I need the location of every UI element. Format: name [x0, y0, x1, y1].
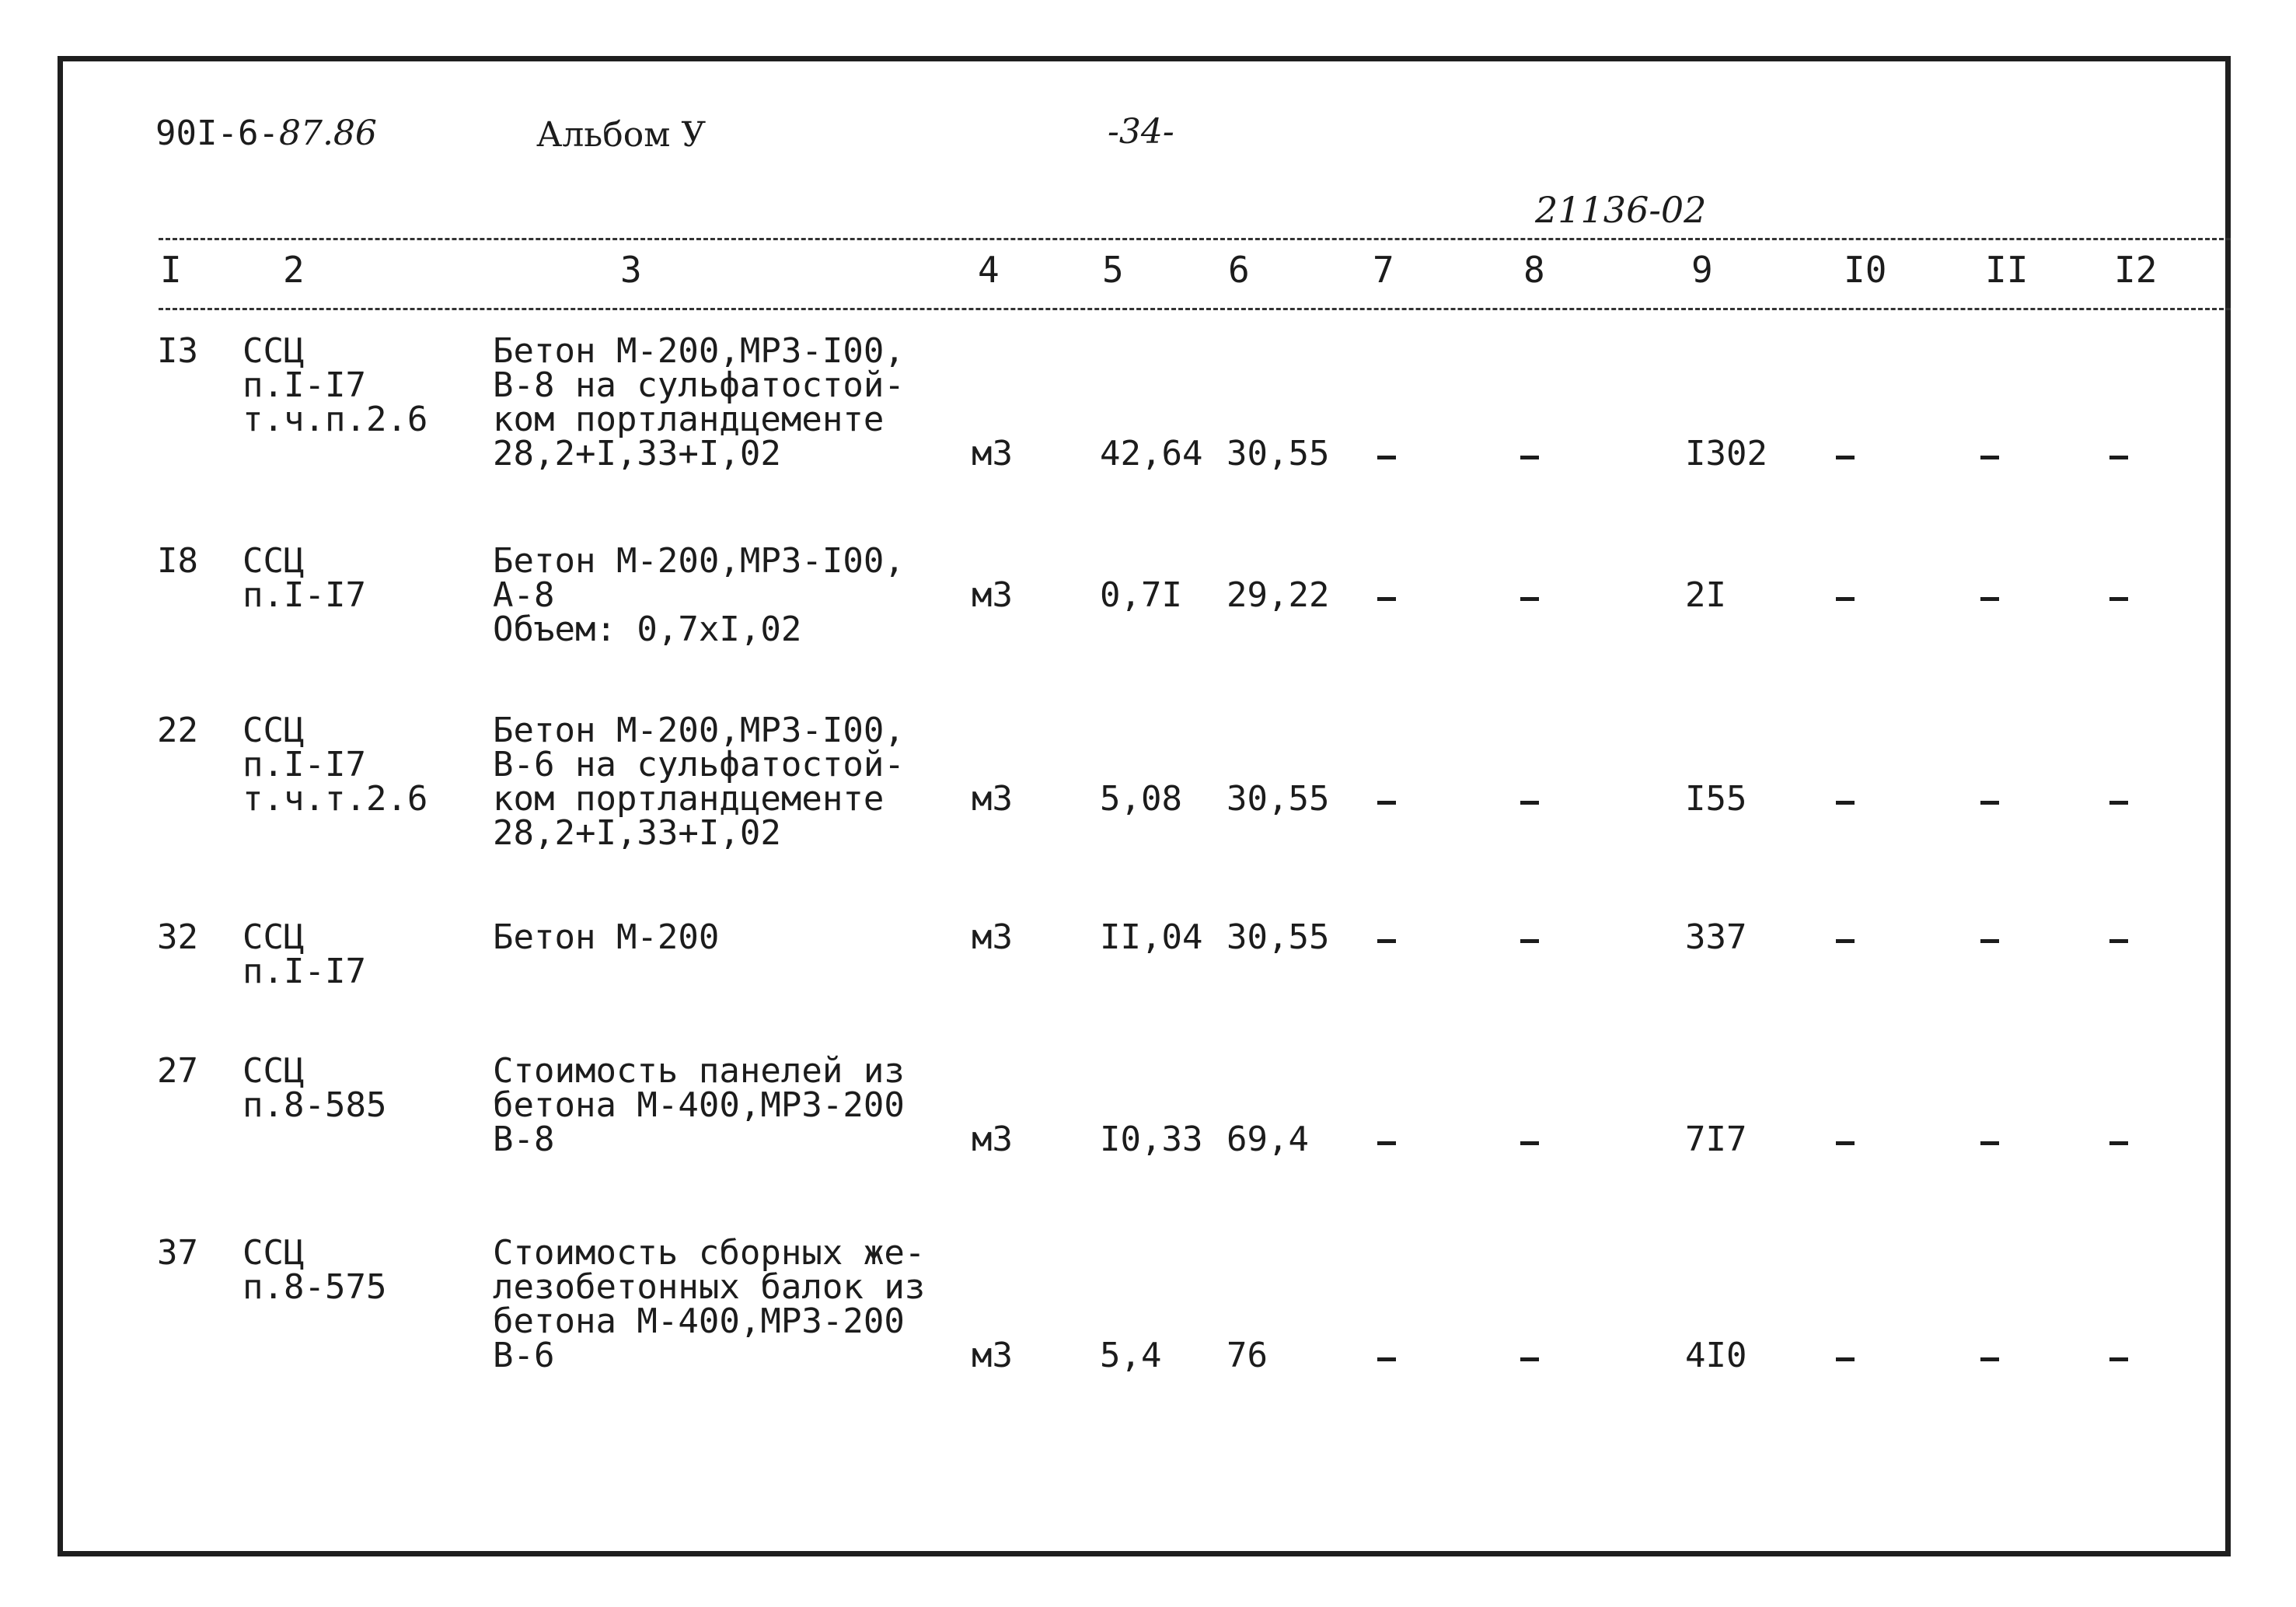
empty-dash-col7	[1377, 1357, 1396, 1361]
empty-dash-col12	[2109, 456, 2128, 459]
column-number: II	[1985, 249, 2029, 291]
empty-dash-col8	[1520, 456, 1539, 459]
item-description-line: Стоимость панелей из	[493, 1051, 905, 1091]
empty-dash-col11	[1980, 1357, 1999, 1361]
empty-dash-col10	[1836, 1357, 1855, 1361]
price-source-line: п.I-I7	[243, 952, 366, 991]
unit-cell: м3	[972, 575, 1013, 615]
total-cost-cell: 4I0	[1685, 1336, 1747, 1375]
item-description-line: ком портландцементе	[493, 400, 885, 439]
total-cost-cell: 7I7	[1685, 1120, 1747, 1159]
price-source-line: ССЦ	[243, 541, 305, 581]
price-source-line: п.I-I7	[243, 575, 366, 615]
empty-dash-col10	[1836, 597, 1855, 601]
empty-dash-col8	[1520, 1141, 1539, 1145]
empty-dash-col7	[1377, 801, 1396, 805]
empty-dash-col7	[1377, 456, 1396, 459]
empty-dash-col11	[1980, 597, 1999, 601]
empty-dash-col10	[1836, 801, 1855, 805]
row-number: 32	[157, 917, 198, 957]
quantity-cell: I0,33	[1100, 1120, 1203, 1159]
empty-dash-col8	[1520, 801, 1539, 805]
item-description-line: лезобетонных балок из	[493, 1267, 926, 1307]
price-source-line: ССЦ	[243, 711, 305, 750]
empty-dash-col8	[1520, 1357, 1539, 1361]
item-description-line: А-8	[493, 575, 555, 615]
row-number: 37	[157, 1233, 198, 1273]
item-description-line: 28,2+I,33+I,02	[493, 813, 781, 853]
item-description-line: бетона М-400,МРЗ-200	[493, 1301, 905, 1341]
item-description-line: ком портландцементе	[493, 779, 885, 819]
column-number: 7	[1373, 249, 1394, 291]
unit-cell: м3	[972, 1336, 1013, 1375]
empty-dash-col12	[2109, 597, 2128, 601]
price-source-line: ССЦ	[243, 1233, 305, 1273]
unit-price-cell: 69,4	[1227, 1120, 1309, 1159]
column-number: I2	[2114, 249, 2158, 291]
table-top-rule	[159, 238, 2231, 240]
row-number: I3	[157, 331, 198, 371]
album-label: Альбом У	[536, 115, 707, 155]
table-header-rule	[159, 308, 2231, 310]
column-number: 5	[1102, 249, 1124, 291]
empty-dash-col8	[1520, 597, 1539, 601]
item-description-line: бетона М-400,МРЗ-200	[493, 1085, 905, 1125]
empty-dash-col12	[2109, 801, 2128, 805]
unit-price-cell: 76	[1227, 1336, 1268, 1375]
column-number: 9	[1691, 249, 1713, 291]
item-description-line: Стоимость сборных же-	[493, 1233, 926, 1273]
unit-price-cell: 30,55	[1227, 917, 1330, 957]
quantity-cell: 5,08	[1100, 779, 1182, 819]
unit-price-cell: 30,55	[1227, 779, 1330, 819]
unit-cell: м3	[972, 1120, 1013, 1159]
price-source-line: т.ч.т.2.6	[243, 779, 428, 819]
total-cost-cell: I55	[1685, 779, 1747, 819]
empty-dash-col7	[1377, 597, 1396, 601]
column-number: 2	[283, 249, 305, 291]
empty-dash-col10	[1836, 456, 1855, 459]
quantity-cell: 5,4	[1100, 1336, 1162, 1375]
item-description-line: Бетон М-200,МРЗ-I00,	[493, 541, 905, 581]
item-description-line: В-6	[493, 1336, 555, 1375]
unit-cell: м3	[972, 917, 1013, 957]
row-number: I8	[157, 541, 198, 581]
quantity-cell: 0,7I	[1100, 575, 1182, 615]
unit-cell: м3	[972, 779, 1013, 819]
price-source-line: п.8-575	[243, 1267, 387, 1307]
document-stamp: 21136-02	[1535, 189, 1707, 231]
column-number: I0	[1844, 249, 1887, 291]
item-description-line: В-8	[493, 1120, 555, 1159]
total-cost-cell: I302	[1685, 434, 1767, 473]
price-source-line: п.8-585	[243, 1085, 387, 1125]
item-description-line: 28,2+I,33+I,02	[493, 434, 781, 473]
empty-dash-col12	[2109, 939, 2128, 943]
price-source-line: п.I-I7	[243, 745, 366, 784]
empty-dash-col11	[1980, 1141, 1999, 1145]
row-number: 22	[157, 711, 198, 750]
empty-dash-col11	[1980, 939, 1999, 943]
column-number: 6	[1228, 249, 1250, 291]
total-cost-cell: 337	[1685, 917, 1747, 957]
price-source-line: т.ч.п.2.6	[243, 400, 428, 439]
page-number: -34-	[1108, 112, 1174, 152]
empty-dash-col11	[1980, 456, 1999, 459]
column-number: 4	[978, 249, 1000, 291]
empty-dash-col7	[1377, 939, 1396, 943]
column-number: I	[160, 249, 182, 291]
item-description-line: Объем: 0,7хI,02	[493, 610, 802, 649]
unit-cell: м3	[972, 434, 1013, 473]
document-code	[155, 115, 377, 152]
price-source-line: п.I-I7	[243, 365, 366, 405]
document-code-handwritten: 87.86	[278, 114, 377, 153]
empty-dash-col8	[1520, 939, 1539, 943]
column-number: 3	[620, 249, 642, 291]
empty-dash-col7	[1377, 1141, 1396, 1145]
price-source-line: ССЦ	[243, 1051, 305, 1091]
quantity-cell: II,04	[1100, 917, 1203, 957]
document-code-printed: 90I-6-	[155, 114, 279, 153]
empty-dash-col10	[1836, 1141, 1855, 1145]
unit-price-cell: 29,22	[1227, 575, 1330, 615]
row-number: 27	[157, 1051, 198, 1091]
price-source-line: ССЦ	[243, 331, 305, 371]
item-description-line: Бетон М-200,МРЗ-I00,	[493, 331, 905, 371]
empty-dash-col12	[2109, 1357, 2128, 1361]
item-description-line: В-6 на сульфатостой-	[493, 745, 905, 784]
item-description-line: В-8 на сульфатостой-	[493, 365, 905, 405]
empty-dash-col11	[1980, 801, 1999, 805]
empty-dash-col10	[1836, 939, 1855, 943]
column-number: 8	[1523, 249, 1545, 291]
item-description-line: Бетон М-200,МРЗ-I00,	[493, 711, 905, 750]
empty-dash-col12	[2109, 1141, 2128, 1145]
total-cost-cell: 2I	[1685, 575, 1726, 615]
unit-price-cell: 30,55	[1227, 434, 1330, 473]
quantity-cell: 42,64	[1100, 434, 1203, 473]
item-description-line: Бетон М-200	[493, 917, 720, 957]
price-source-line: ССЦ	[243, 917, 305, 957]
